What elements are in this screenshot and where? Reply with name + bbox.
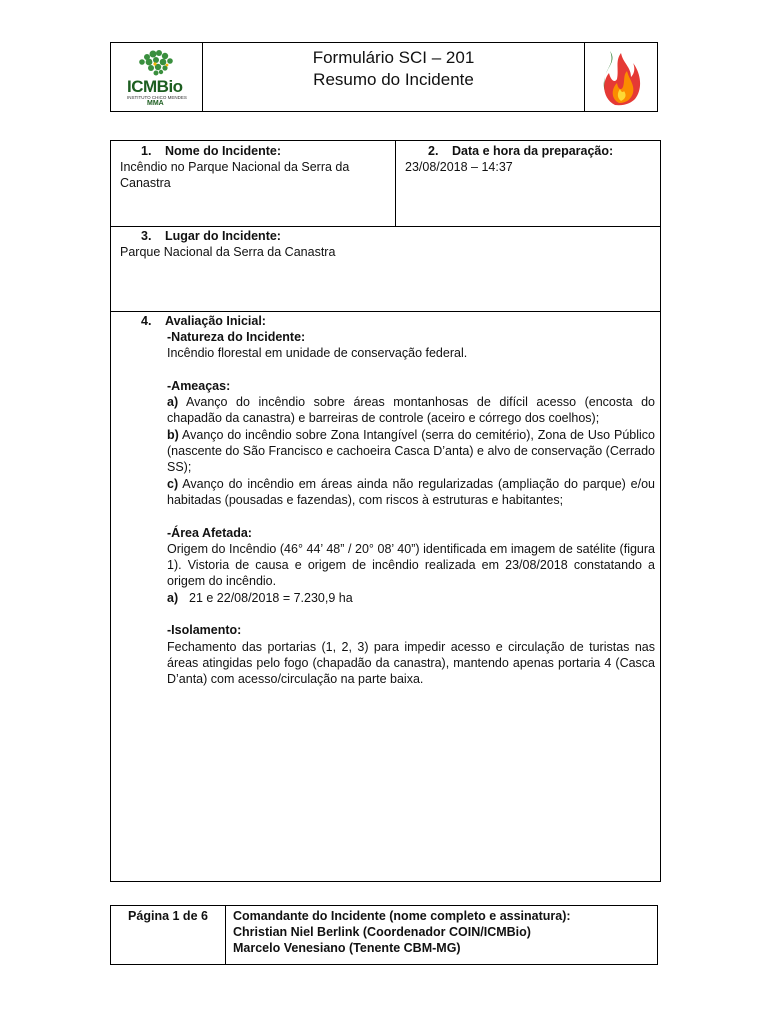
commander-cell — [233, 908, 571, 956]
area-afetada-heading: -Área Afetada: — [167, 525, 252, 540]
section-2-number: 2. — [428, 144, 439, 158]
commander-label: Comandante do Incidente (nome completo e assinatura): — [233, 909, 571, 923]
area-afetada-text: Origem do Incêndio (46° 44’ 48” / 20° 08’ 40”) identificada em imagem de satélite (figura 1). Vistoria de causa e origem de incêndio realizada em 23/08/2018 constatando a origem do incêndio. — [167, 541, 655, 589]
fire-logo-icon — [585, 43, 655, 111]
incident-form — [110, 140, 661, 882]
form-footer — [110, 905, 658, 965]
title-cell — [202, 43, 585, 111]
incident-place-value: Parque Nacional da Serra da Canastra — [120, 245, 336, 259]
natureza-text: Incêndio florestal em unidade de conservação federal. — [167, 346, 468, 361]
incident-place-cell — [111, 226, 660, 312]
preparation-datetime-value: 23/08/2018 – 14:37 — [405, 160, 513, 174]
section-3-label: Lugar do Incidente: — [165, 229, 281, 243]
isolamento-heading: -Isolamento: — [167, 623, 242, 638]
ameacas-heading: -Ameaças: — [167, 378, 231, 393]
form-header — [110, 42, 658, 112]
section-1-label: Nome do Incidente: — [165, 144, 281, 158]
row-incident-name-date — [111, 141, 660, 227]
mma-logo-text: MMA — [147, 100, 164, 107]
icmbio-logo-text: ICMBio — [127, 77, 183, 96]
page-number: Página 1 de 6 — [128, 909, 208, 923]
commander-name-2: Marcelo Venesiano (Tenente CBM-MG) — [233, 941, 461, 955]
logo-cell — [111, 43, 203, 111]
initial-assessment-body — [167, 329, 655, 688]
ameaca-item: c) Avanço do incêndio em áreas ainda não regularizadas (ampliação do parque) e/ou habitadas (pousadas e fazendas), com riscos à estruturas e habitantes; — [167, 476, 655, 507]
section-4-number: 4. — [141, 314, 152, 328]
icmbio-logo-subtext: INSTITUTO CHICO MENDES — [127, 95, 187, 100]
form-title: Formulário SCI – 201 — [312, 48, 475, 67]
ameaca-item: a) Avanço do incêndio sobre áreas montanhosas de difícil acesso (encosta do chapadão da canastra) e barreiras de controle (aceiro e córrego dos coelhos); — [167, 395, 655, 426]
form-subtitle: Resumo do Incidente — [313, 70, 474, 89]
page-number-cell — [111, 906, 226, 964]
fire-logo-cell — [584, 43, 657, 111]
incident-name-cell — [111, 141, 396, 226]
isolamento-text: Fechamento das portarias (1, 2, 3) para impedir acesso e circulação de turistas nas áreas atingidas pelo fogo (chapadão da canastra), mantendo apenas portaria 4 (Casca D’anta) com acesso/circulação na parte baixa. — [167, 639, 655, 687]
incident-name-value: Incêndio no Parque Nacional da Serra da Canastra — [120, 160, 350, 190]
section-3-number: 3. — [141, 229, 152, 243]
area-afetada-item: a) 21 e 22/08/2018 = 7.230,9 ha — [167, 590, 353, 605]
natureza-heading: -Natureza do Incidente: — [167, 330, 306, 344]
section-4-label: Avaliação Inicial: — [165, 314, 266, 328]
preparation-datetime-cell — [395, 141, 660, 226]
ameaca-item: b) Avanço do incêndio sobre Zona Intangível (serra do cemitério), Zona de Uso Público (nascente do São Francisco e cachoeira Casca D’anta) e alvo de conservação (Cerrado SS); — [167, 427, 655, 475]
section-2-label: Data e hora da preparação: — [452, 144, 614, 158]
commander-name-1: Christian Niel Berlink (Coordenador COIN/ICMBio) — [233, 925, 531, 939]
section-1-number: 1. — [141, 144, 152, 158]
